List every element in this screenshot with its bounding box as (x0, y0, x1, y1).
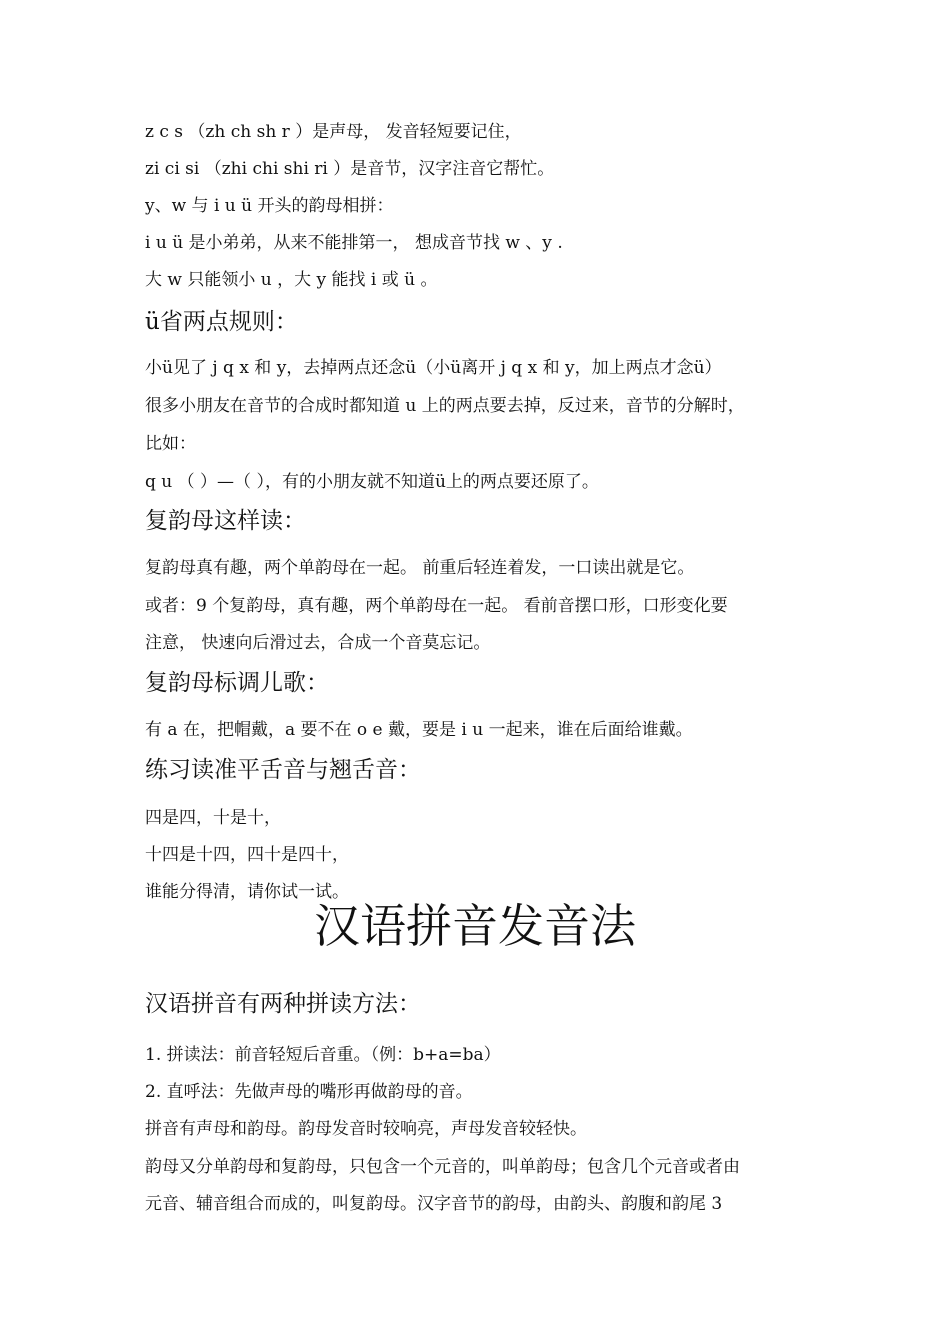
text-line: 韵母又分单韵母和复韵母，只包含一个元音的，叫单韵母；包含几个元音或者由 (145, 1157, 740, 1177)
text-line: 2. 直呼法：先做声母的嘴形再做韵母的音。 (145, 1082, 473, 1102)
section-heading: 复韵母标调儿歌： (145, 670, 329, 696)
section-heading: 复韵母这样读： (145, 508, 306, 534)
text-line: q u （ ）—（ ），有的小朋友就不知道ü上的两点要还原了。 (145, 472, 599, 492)
text-line: 1. 拼读法：前音轻短后音重。（例：b+a=ba） (145, 1045, 501, 1065)
text-line: i u ü 是小弟弟，从来不能排第一， 想成音节找 w 、y . (145, 233, 563, 253)
text-line: 很多小朋友在音节的合成时都知道 u 上的两点要去掉，反过来，音节的分解时， (145, 396, 745, 416)
section-heading: ü省两点规则： (145, 309, 298, 335)
text-line: 元音、辅音组合而成的，叫复韵母。汉字音节的韵母，由韵头、韵腹和韵尾 3 (145, 1194, 723, 1214)
text-line: z c s （zh ch sh r ）是声母， 发音轻短要记住， (145, 122, 522, 142)
text-line: 大 w 只能领小 u ，大 y 能找 i 或 ü 。 (145, 270, 438, 290)
text-line: 复韵母真有趣，两个单韵母在一起。 前重后轻连着发，一口读出就是它。 (145, 558, 695, 578)
text-line: 或者：9 个复韵母，真有趣，两个单韵母在一起。 看前音摆口形，口形变化要 (145, 596, 728, 616)
text-line: 小ü见了 j q x 和 y，去掉两点还念ü（小ü离开 j q x 和 y，加上两点才念ü） (145, 358, 722, 378)
text-line: 有 a 在，把帽戴，a 要不在 o e 戴，要是 i u 一起来，谁在后面给谁戴。 (145, 720, 693, 740)
text-line: 比如： (145, 434, 196, 454)
text-line: 十四是十四，四十是四十， (145, 845, 349, 865)
section-heading: 汉语拼音有两种拼读方法： (145, 991, 421, 1017)
text-line: 谁能分得清，请你试一试。 (145, 882, 349, 902)
section-heading: 练习读准平舌音与翘舌音： (145, 757, 421, 783)
text-line: y、w 与 i u ü 开头的韵母相拼： (145, 196, 394, 216)
page-title: 汉语拼音发音法 (314, 899, 636, 953)
text-line: zi ci si （zhi chi shi ri ）是音节，汉字注音它帮忙。 (145, 159, 555, 179)
text-line: 注意， 快速向后滑过去，合成一个音莫忘记。 (145, 633, 491, 653)
text-line: 四是四，十是十， (145, 808, 281, 828)
text-line: 拼音有声母和韵母。韵母发音时较响亮，声母发音较轻快。 (145, 1119, 587, 1139)
